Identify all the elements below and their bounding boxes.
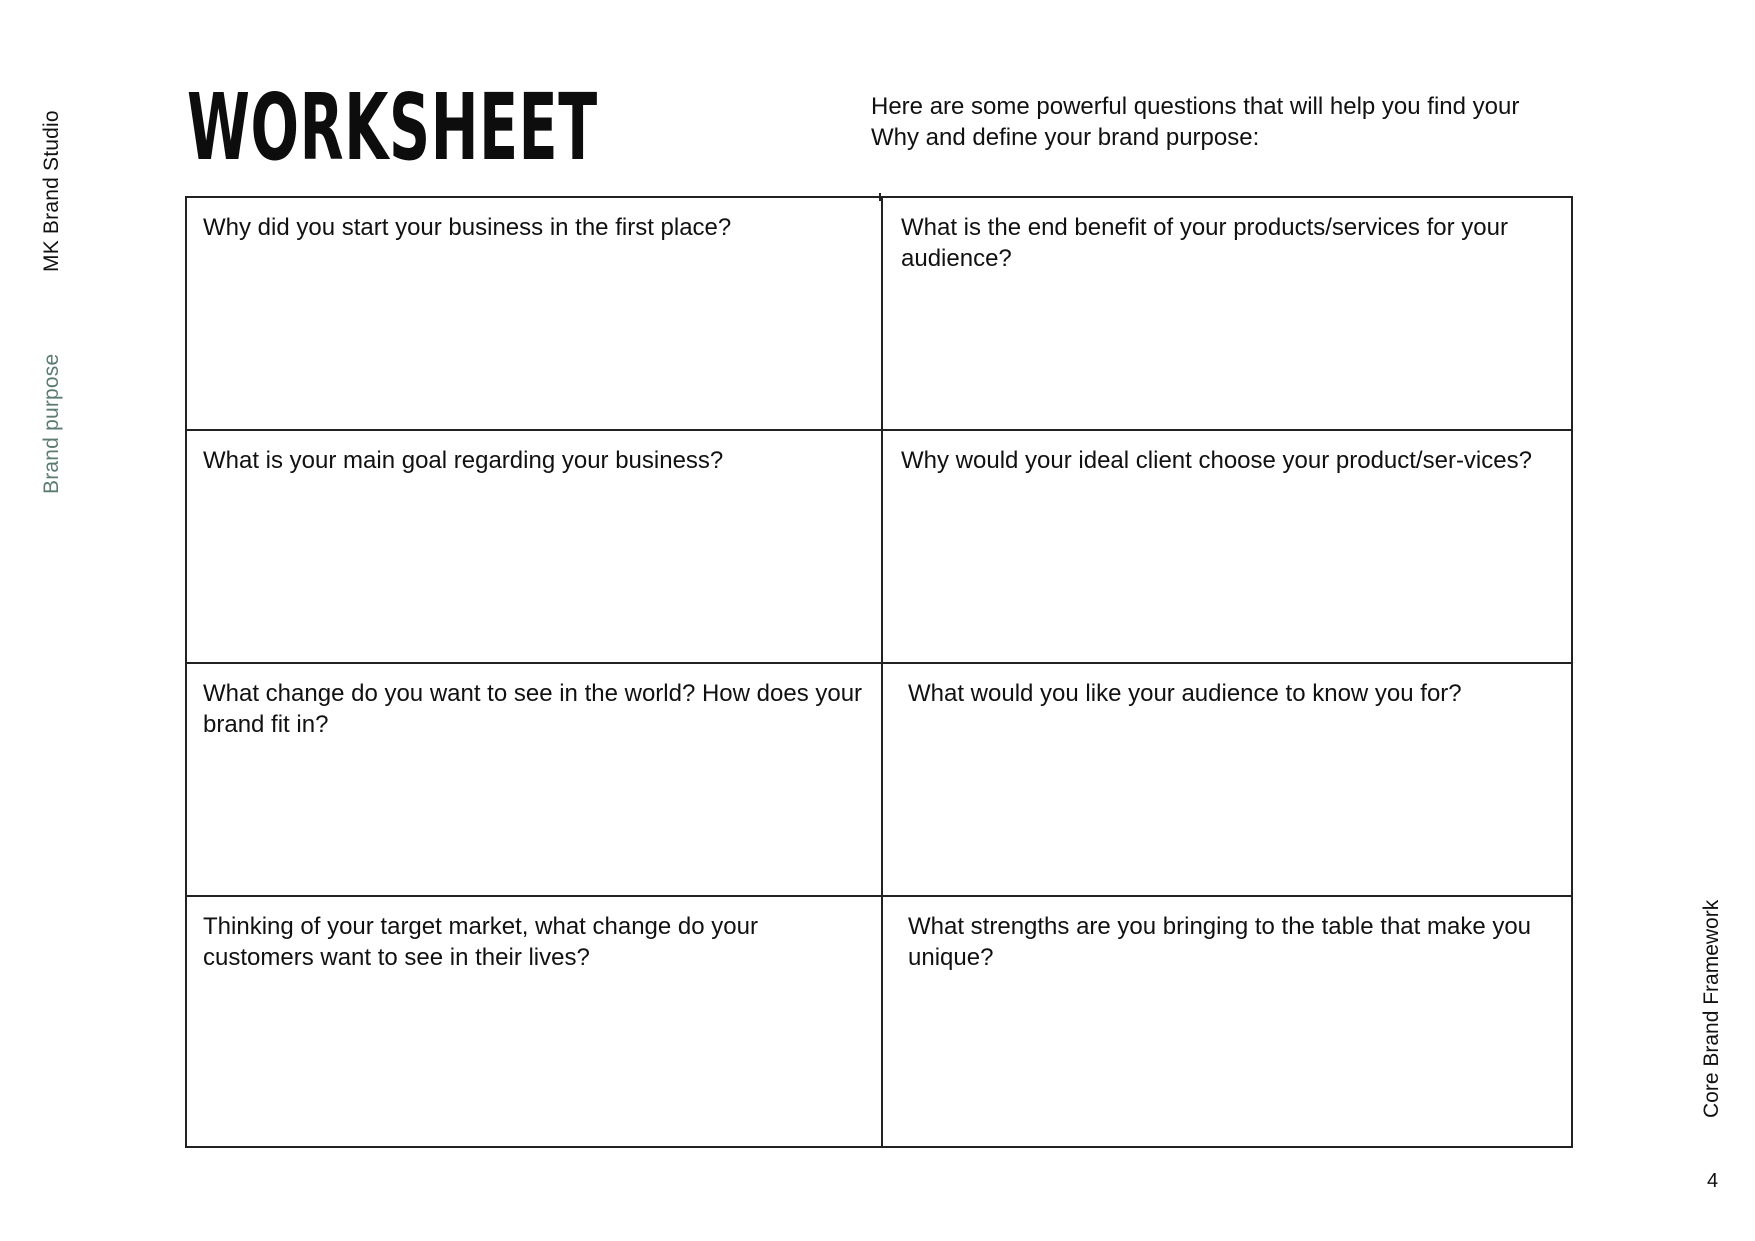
- worksheet-grid: [185, 196, 1573, 1148]
- page-number: 4: [1707, 1170, 1719, 1192]
- question-cell-7[interactable]: Thinking of your target market, what change do your customers want to see in their lives?: [203, 913, 758, 971]
- section-label: Brand purpose: [40, 353, 63, 494]
- brand-studio-label: MK Brand Studio: [40, 110, 63, 272]
- question-cell-8[interactable]: What strengths are you bringing to the table that make you unique?: [881, 897, 1573, 1146]
- question-cell-2[interactable]: What is the end benefit of your products/services for your audience?: [881, 198, 1573, 431]
- question-cell-5[interactable]: What change do you want to see in the world? How does your brand fit in?: [187, 664, 881, 897]
- framework-label: Core Brand Framework: [1700, 899, 1723, 1118]
- intro-text: Here are some powerful questions that will help you find your Why and define your brand purpose:: [871, 93, 1520, 151]
- question-cell-6[interactable]: What would you like your audience to know you for?: [881, 664, 1573, 897]
- page-title: WORKSHEET: [187, 74, 598, 181]
- question-cell-1[interactable]: Why did you start your business in the first place?: [187, 198, 881, 431]
- question-cell-3[interactable]: What is your main goal regarding your business?: [187, 431, 881, 664]
- question-cell-4[interactable]: Why would your ideal client choose your product/ser-vices?: [881, 431, 1573, 664]
